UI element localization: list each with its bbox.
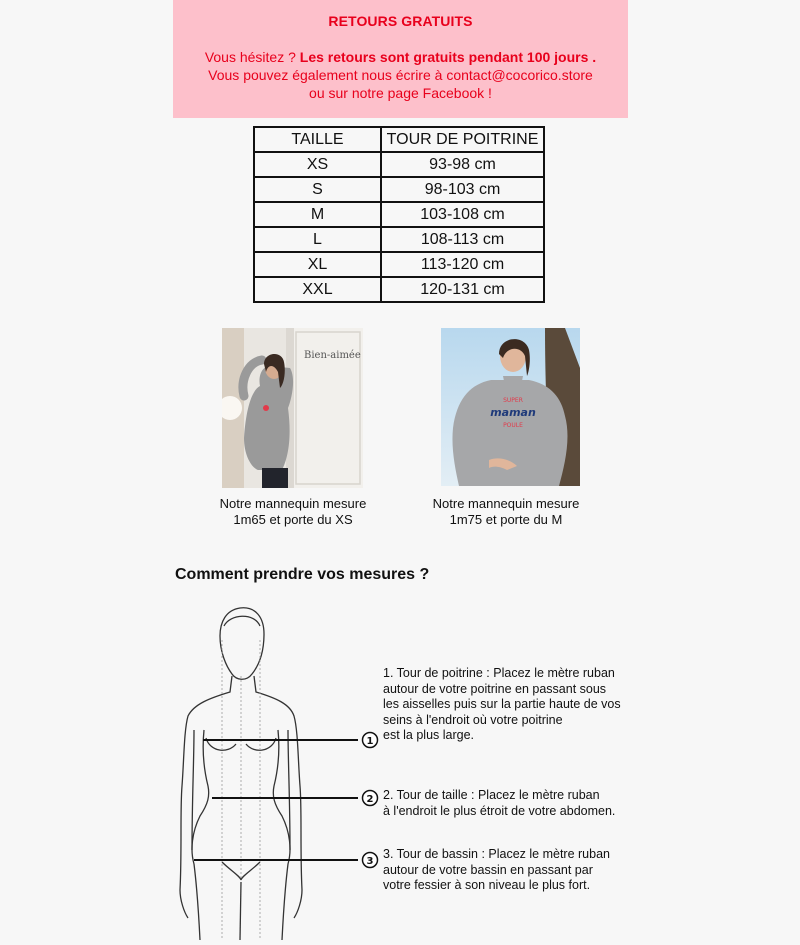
size-table-header xyxy=(254,127,544,152)
size-cell: XL xyxy=(254,252,381,277)
model-photo-xs xyxy=(222,328,363,488)
marker-2: 2 xyxy=(366,794,374,805)
size-cell: XXL xyxy=(254,277,381,302)
model-photo-xs-illustration xyxy=(222,328,363,488)
table-row xyxy=(254,252,544,277)
instruction-hips: 3. Tour de bassin : Placez le mètre ruban autour de votre bassin en passant par votre fessier à son niveau le plus fort. xyxy=(383,847,610,892)
chest-cell: 93-98 cm xyxy=(381,152,544,177)
banner-line-1-prefix: Vous hésitez ? xyxy=(204,49,300,65)
table-row xyxy=(254,227,544,252)
returns-banner xyxy=(173,0,628,118)
model-photo-m xyxy=(441,328,580,486)
banner-line-1 xyxy=(173,48,628,66)
sweater-print-main: maman xyxy=(490,406,536,419)
body-figure-illustration xyxy=(170,600,390,940)
caption-line: Notre mannequin mesure xyxy=(432,496,580,511)
size-cell: L xyxy=(254,227,381,252)
sweater-print-top: SUPER xyxy=(503,397,523,404)
header-chest: TOUR DE POITRINE xyxy=(381,127,544,152)
model-caption-m xyxy=(421,496,591,528)
table-row xyxy=(254,202,544,227)
table-row xyxy=(254,277,544,302)
chest-cell: 98-103 cm xyxy=(381,177,544,202)
size-cell: S xyxy=(254,177,381,202)
banner-line-2: Vous pouvez également nous écrire à contact@cocorico.store xyxy=(208,67,593,83)
model-caption-xs xyxy=(208,496,378,528)
size-table xyxy=(253,126,545,303)
header-size: TAILLE xyxy=(254,127,381,152)
instruction-chest: 1. Tour de poitrine : Placez le mètre ruban autour de votre poitrine en passant sous les aisselles puis sur la partie haute de vos seins à l'endroit où votre poitrine est la plus large. xyxy=(383,666,621,742)
caption-line: 1m65 et porte du XS xyxy=(233,512,353,527)
banner-line-1-bold: Les retours sont gratuits pendant 100 jours . xyxy=(299,49,597,65)
caption-line: 1m75 et porte du M xyxy=(449,512,563,527)
banner-body xyxy=(173,48,628,102)
chest-cell: 113-120 cm xyxy=(381,252,544,277)
marker-3: 3 xyxy=(366,856,374,867)
marker-1: 1 xyxy=(366,736,374,747)
wall-sign-text: Bien-aimée xyxy=(304,350,361,361)
size-cell: XS xyxy=(254,152,381,177)
caption-line: Notre mannequin mesure xyxy=(219,496,367,511)
body-figure xyxy=(170,600,390,945)
banner-title: RETOURS GRATUITS xyxy=(328,13,473,29)
table-row xyxy=(254,152,544,177)
chest-cell: 120-131 cm xyxy=(381,277,544,302)
measure-title: Comment prendre vos mesures ? xyxy=(175,566,430,583)
size-cell: M xyxy=(254,202,381,227)
table-row xyxy=(254,177,544,202)
banner-line-3: ou sur notre page Facebook ! xyxy=(309,85,492,101)
chest-cell: 103-108 cm xyxy=(381,202,544,227)
instruction-waist: 2. Tour de taille : Placez le mètre ruban à l'endroit le plus étroit de votre abdomen. xyxy=(383,788,616,818)
model-photo-m-illustration xyxy=(441,328,580,486)
chest-cell: 108-113 cm xyxy=(381,227,544,252)
sweater-print-bottom: POULE xyxy=(503,422,523,429)
